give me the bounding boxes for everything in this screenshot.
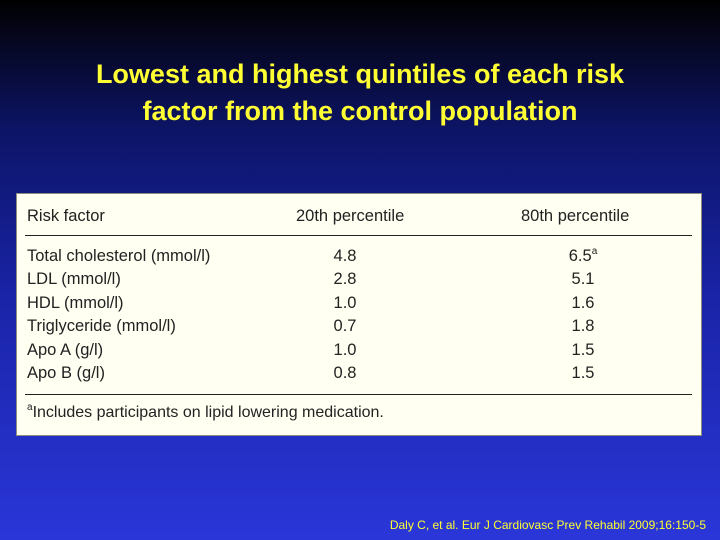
header-20th-percentile: 20th percentile [296, 207, 405, 225]
footnote-text: Includes participants on lipid lowering medication. [32, 404, 384, 421]
row-factor: Triglyceride (mmol/l) [27, 317, 176, 335]
slide-title-line-2: factor from the control population [142, 96, 578, 126]
row-factor: LDL (mmol/l) [27, 270, 121, 288]
footer-rule [25, 394, 692, 395]
slide-title [0, 56, 720, 130]
risk-factor-table: Risk factor 20th percentile 80th percentile Total cholesterol (mmol/l) 4.8 6.5$^a$ LDL (mmol/l) 2.8 5.1 HDL (mmol/l) 1.0 1.6 Triglyceride (mmol/l) 0.7 1.8 Apo A (g/l) 1.0 1.5 Apo B (g/l) 0.8 1.5 $^a$Includes participants on lipid lowering medication. [16, 193, 702, 436]
table-footnote [27, 404, 384, 422]
header-80th-percentile: 80th percentile [521, 207, 630, 225]
citation: Daly C, et al. Eur J Cardiovasc Prev Rehabil 2009;16:150-5 [389, 518, 706, 532]
row-factor: HDL (mmol/l) [27, 294, 124, 312]
row-factor: Apo A (g/l) [27, 341, 104, 359]
footnote-mark: a [27, 402, 33, 413]
row-factor: Total cholesterol (mmol/l) [27, 247, 211, 265]
row-factor: Apo B (g/l) [27, 364, 105, 382]
slide-title-line-1: Lowest and highest quintiles of each risk [95, 59, 625, 89]
header-rule [25, 235, 692, 236]
footnote-marker: a [591, 246, 598, 257]
header-risk-factor: Risk factor [27, 207, 105, 225]
